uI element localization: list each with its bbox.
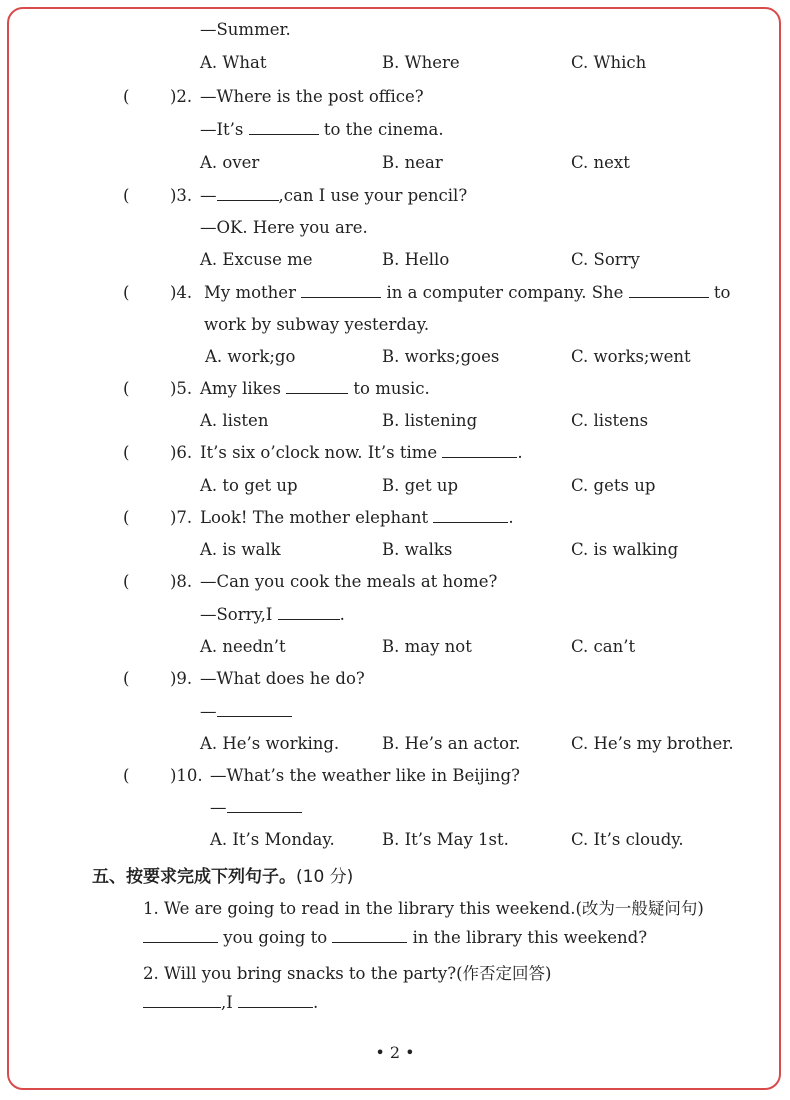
q3-option-b: B. Hello [382, 250, 450, 269]
q10-option-c: C. It’s cloudy. [571, 830, 684, 849]
section-five-heading: 五、按要求完成下列句子。(10 分) [92, 867, 354, 887]
blank[interactable] [143, 993, 221, 1008]
blank[interactable] [442, 443, 517, 458]
blank[interactable] [217, 702, 292, 717]
blank[interactable] [238, 993, 313, 1008]
q10-stem: —What’s the weather like in Beijing? [210, 766, 520, 785]
section5-sentence-2: 2. Will you bring snacks to the party?(作否定回答) [143, 964, 552, 983]
q4-stem: My mother in a computer company. She to [204, 283, 731, 302]
q9-option-b: B. He’s an actor. [382, 734, 521, 753]
q9-stem: —What does he do? [200, 669, 365, 688]
q4-option-b: B. works;goes [382, 347, 500, 366]
q8-number: )8. [170, 572, 193, 591]
section5-sentence-1: 1. We are going to read in the library this weekend.(改为一般疑问句) [143, 899, 704, 918]
q5-number: )5. [170, 379, 193, 398]
q3-answer-paren[interactable]: ( [123, 186, 130, 205]
q4-line2: work by subway yesterday. [204, 315, 430, 334]
q10-answer-paren[interactable]: ( [123, 766, 130, 785]
section5-sentence-1-fill: you going to in the library this weekend? [143, 928, 647, 947]
q3-line2: —OK. Here you are. [200, 218, 368, 237]
q2-stem: —Where is the post office? [200, 87, 424, 106]
q6-answer-paren[interactable]: ( [123, 443, 130, 462]
q4-number: )4. [170, 283, 193, 302]
q4-option-a: A. work;go [205, 347, 296, 366]
blank[interactable] [332, 928, 407, 943]
q5-option-c: C. listens [571, 411, 649, 430]
q2-answer-paren[interactable]: ( [123, 87, 130, 106]
q10-line2: — [210, 798, 302, 817]
q1-option-b: B. Where [382, 53, 460, 72]
q5-answer-paren[interactable]: ( [123, 379, 130, 398]
q3-option-a: A. Excuse me [200, 250, 313, 269]
q9-line2: — [200, 702, 292, 721]
q3-stem: — ,can I use your pencil? [200, 186, 468, 205]
q7-number: )7. [170, 508, 193, 527]
q1-answer: —Summer. [200, 20, 291, 39]
q8-option-a: A. needn’t [200, 637, 286, 656]
blank[interactable] [301, 283, 381, 298]
q2-option-a: A. over [200, 153, 260, 172]
blank[interactable] [227, 798, 302, 813]
q7-option-c: C. is walking [571, 540, 679, 559]
q4-option-c: C. works;went [571, 347, 691, 366]
q7-option-b: B. walks [382, 540, 453, 559]
q6-option-a: A. to get up [200, 476, 298, 495]
q7-option-a: A. is walk [200, 540, 281, 559]
q6-option-c: C. gets up [571, 476, 656, 495]
q3-number: )3. [170, 186, 193, 205]
q2-option-b: B. near [382, 153, 443, 172]
blank[interactable] [217, 186, 279, 201]
q9-option-a: A. He’s working. [200, 734, 340, 753]
q10-option-a: A. It’s Monday. [210, 830, 335, 849]
q5-stem: Amy likes to music. [200, 379, 430, 398]
q8-option-c: C. can’t [571, 637, 636, 656]
q8-line2: —Sorry,I . [200, 605, 345, 624]
q8-stem: —Can you cook the meals at home? [200, 572, 498, 591]
q9-answer-paren[interactable]: ( [123, 669, 130, 688]
q4-answer-paren[interactable]: ( [123, 283, 130, 302]
q6-number: )6. [170, 443, 193, 462]
q10-option-b: B. It’s May 1st. [382, 830, 509, 849]
q10-number: )10. [170, 766, 203, 785]
q7-answer-paren[interactable]: ( [123, 508, 130, 527]
q1-option-c: C. Which [571, 53, 647, 72]
q8-option-b: B. may not [382, 637, 472, 656]
section5-sentence-2-fill: ,I . [143, 993, 318, 1012]
q5-option-b: B. listening [382, 411, 478, 430]
blank[interactable] [629, 283, 709, 298]
q5-option-a: A. listen [200, 411, 269, 430]
page-number: • 2 • [375, 1043, 415, 1062]
q7-stem: Look! The mother elephant . [200, 508, 514, 527]
blank[interactable] [433, 508, 508, 523]
blank[interactable] [249, 120, 319, 135]
q1-option-a: A. What [200, 53, 267, 72]
q2-line2: —It’s to the cinema. [200, 120, 444, 139]
q8-answer-paren[interactable]: ( [123, 572, 130, 591]
blank[interactable] [143, 928, 218, 943]
q9-option-c: C. He’s my brother. [571, 734, 734, 753]
q6-stem: It’s six o’clock now. It’s time . [200, 443, 523, 462]
q6-option-b: B. get up [382, 476, 459, 495]
q2-option-c: C. next [571, 153, 630, 172]
blank[interactable] [286, 379, 348, 394]
q2-number: )2. [170, 87, 193, 106]
q3-option-c: C. Sorry [571, 250, 640, 269]
blank[interactable] [278, 605, 340, 620]
q9-number: )9. [170, 669, 193, 688]
